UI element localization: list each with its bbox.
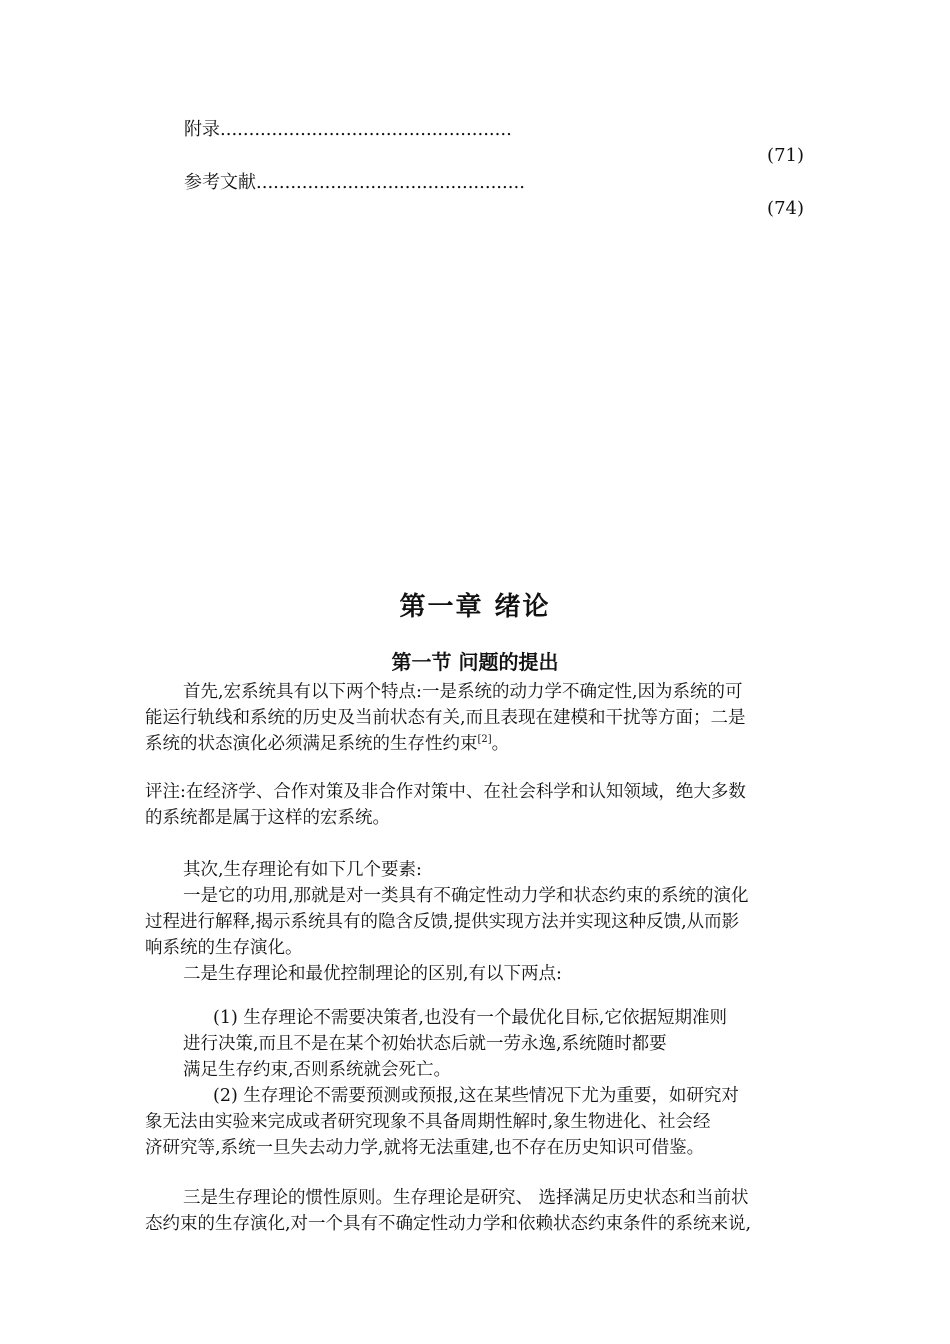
- toc-page-number: (74): [767, 198, 804, 219]
- citation-ref[interactable]: [2]: [477, 734, 492, 746]
- text-line: 二是生存理论和最优控制理论的区别,有以下两点:: [183, 964, 562, 984]
- paragraph-comment: [145, 779, 810, 831]
- paragraph-survival-theory-elements: [145, 857, 810, 987]
- list-item-2: (2) 生存理论不需要预测或预报,这在某些情况下尤为重要，如研究对: [213, 1086, 739, 1106]
- text-line: 评注:在经济学、合作对策及非合作对策中、在社会科学和认知领域，绝大多数: [145, 782, 746, 802]
- text-line: [145, 731, 810, 757]
- text-line: 过程进行解释,揭示系统具有的隐含反馈,提供实现方法并实现这种反馈,从而影: [145, 912, 740, 932]
- text-line: 响系统的生存演化。: [145, 938, 303, 958]
- chapter-title: 第一章 绪论: [399, 592, 551, 622]
- text-line: 首先,宏系统具有以下两个特点:一是系统的动力学不确定性,因为系统的可: [183, 682, 743, 702]
- text-span: 。: [491, 734, 510, 754]
- toc-title: 附录: [184, 119, 220, 140]
- toc-page-number: (71): [767, 145, 804, 166]
- text-line: 济研究等,系统一旦失去动力学,就将无法重建,也不存在历史知识可借鉴。: [145, 1138, 705, 1158]
- section-title: 第一节 问题的提出: [391, 650, 559, 674]
- text-span: 系统的状态演化必须满足系统的生存性约束: [145, 734, 478, 754]
- text-line: 态约束的生存演化,对一个具有不确定性动力学和依赖状态约束条件的系统来说,: [145, 1214, 752, 1234]
- toc-entry-references[interactable]: [184, 170, 804, 222]
- paragraph-macro-system-features: [145, 679, 810, 757]
- text-line: 象无法由实验来完成或者研究现象不具备周期性解时,象生物进化、社会经: [145, 1112, 711, 1132]
- text-line: 其次,生存理论有如下几个要素:: [183, 860, 422, 880]
- toc-leader-dots: ...............................................: [256, 172, 525, 193]
- text-line: 进行决策,而且不是在某个初始状态后就一劳永逸,系统随时都要: [183, 1034, 667, 1054]
- toc-entry-appendix[interactable]: [184, 117, 804, 169]
- text-line: 三是生存理论的惯性原则。生存理论是研究、 选择满足历史状态和当前状: [183, 1188, 749, 1208]
- toc-title: 参考文献: [184, 172, 256, 193]
- list-item-1: (1) 生存理论不需要决策者,也没有一个最优化目标,它依据短期准则: [213, 1008, 727, 1028]
- text-line: 满足生存约束,否则系统就会死亡。: [183, 1060, 452, 1080]
- numbered-list: [145, 1005, 810, 1161]
- text-line: 一是它的功用,那就是对一类具有不确定性动力学和状态约束的系统的演化: [183, 886, 749, 906]
- text-line: 能运行轨线和系统的历史及当前状态有关,而且表现在建模和干扰等方面；二是: [145, 708, 746, 728]
- paragraph-inertia-principle: [145, 1185, 810, 1237]
- toc-leader-dots: ...................................................: [220, 119, 512, 140]
- text-line: 的系统都是属于这样的宏系统。: [145, 808, 390, 828]
